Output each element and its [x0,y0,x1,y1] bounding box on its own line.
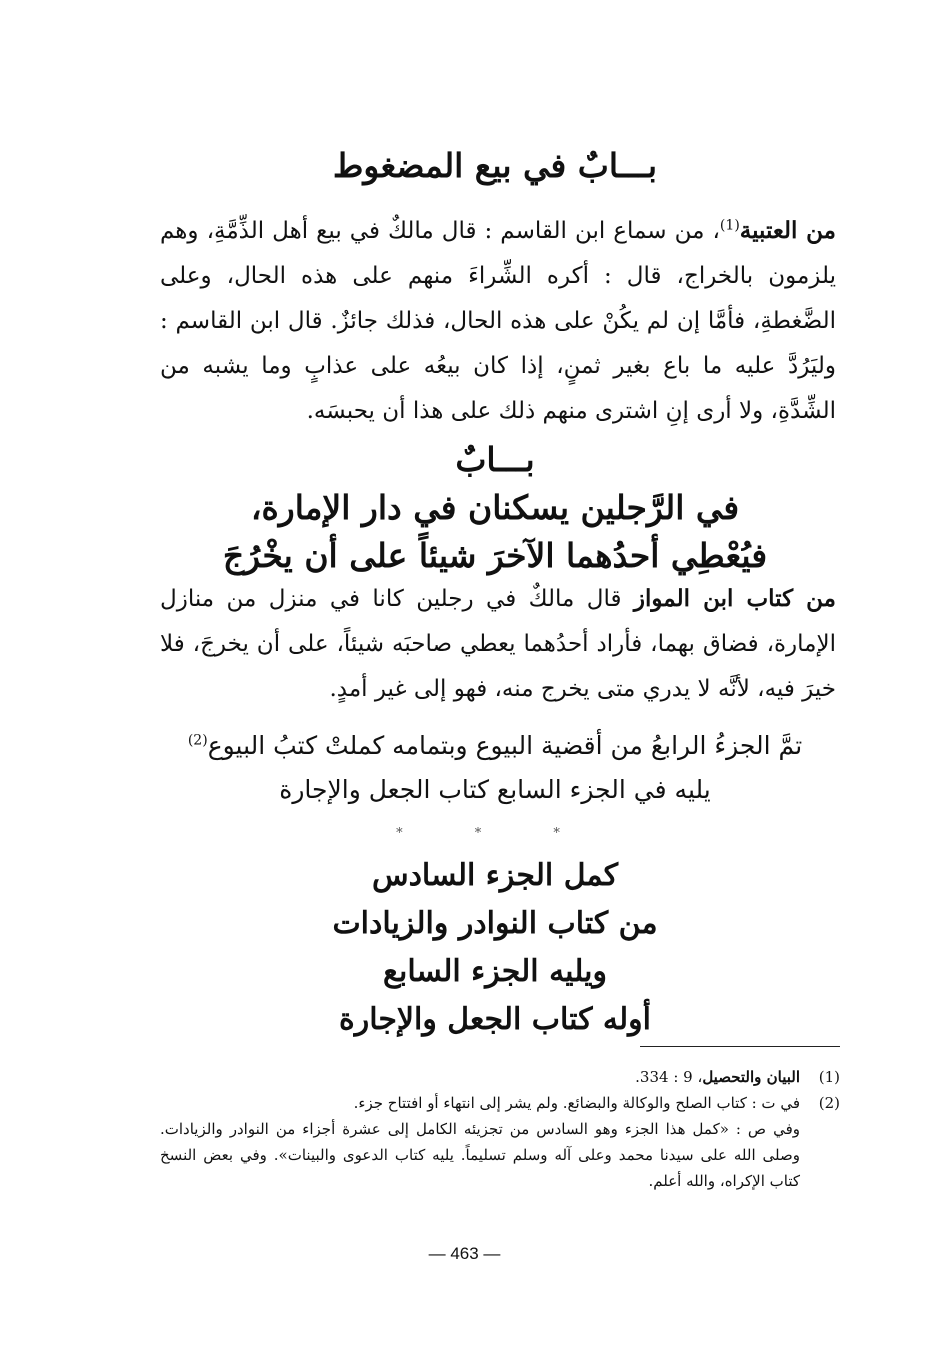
footnote-separator [640,1046,840,1047]
colophon-line: ويليه الجزء السابع [383,954,607,989]
section-title-line: فيُعْطِي أحدُهما الآخرَ شيئاً على أن يخْرُجَ [222,536,768,575]
section-title-line: في الرَّجلين يسكنان في دار الإمارة، [250,488,740,527]
source-utbiyya: من العتبية [739,217,836,244]
footnote-2 [160,1090,840,1194]
ornament-stars: * * * [396,826,594,841]
paragraph-pressured-sale [160,208,836,434]
colophon [150,852,840,1044]
paragraph-text: قال مالكٌ في رجلين كانا في منزل من منازل الإمارة، فضاق بهما، فأراد أحدُهما يعطي صاحبَه شيئاً، على أن يخرجَ، فلا خيرَ فيه، لأنَّه لا يدري متى يخرج منه، فهو إلى غير أمدٍ. [160,586,836,702]
paragraph-text: ، من سماع ابن القاسم : قال مالكٌ في بيع أهل الذِّمَّةِ، وهم يلزمون بالخراج، قال : أكره الشِّراءَ منهم على هذه الحال، وعلى الضَّغطةِ، فأمَّا إن لم يكُنْ على هذه الحال، فذلك جائزٌ. قال ابن القاسم : وليَرُدَّ عليه ما باع بغير ثمنٍ، إذا كان بيعُه على عذابٍ وما يشبه من الشِّدَّةِ، ولا أرى إنِ اشترى منهم ذلك على هذا أن يحبسَه. [160,218,836,424]
footnote-ref-2[interactable]: (2) [187,732,208,749]
paragraph-two-men [160,576,836,712]
footnotes [160,1064,840,1194]
footnote-text: في ت : كتاب الصلح والوكالة والبضائع. ولم يشر إلى انتهاء أو افتتاح جزء. وفي ص : «كمل هذا الجزء وهو السادس من تجزيئه الكامل إلى عشرة أجزاء من النوادر والزيادات. وصلى الله على سيدنا محمد وعلى آله وسلم تسليماً. يليه كتاب الدعوى والبينات». وفي بعض النسخ كتاب الإكراه، والله أعلم. [160,1094,800,1190]
footnote-number: (1) [818,1068,840,1086]
footnote-number: (2) [818,1094,840,1112]
volume-closing-note [150,724,840,812]
source-ibn-al-mawwaz: من كتاب ابن المواز [633,585,836,612]
colophon-line: كمل الجزء السادس [371,858,619,893]
colophon-line: أوله كتاب الجعل والإجارة [339,1002,651,1037]
section-title-pressured-sale: بـــابٌ في بيع المضغوط [332,146,658,185]
footnote-text: البيان والتحصيل، 9 : 334. [635,1068,800,1086]
colophon-line: من كتاب النوادر والزيادات [332,906,658,941]
footnote-1 [160,1064,840,1090]
closing-line: تمَّ الجزءُ الرابعُ من أقضية البيوع وبتمامه كملتْ كتبُ البيوع$^{(2)}$ [187,731,803,760]
section-title-two-men [150,436,840,580]
footnote-ref-1[interactable]: (1) [719,217,740,234]
closing-line: يليه في الجزء السابع كتاب الجعل والإجارة [279,775,711,804]
section-title-line: بـــابٌ [455,440,535,479]
page-number: — 463 — [428,1244,501,1263]
